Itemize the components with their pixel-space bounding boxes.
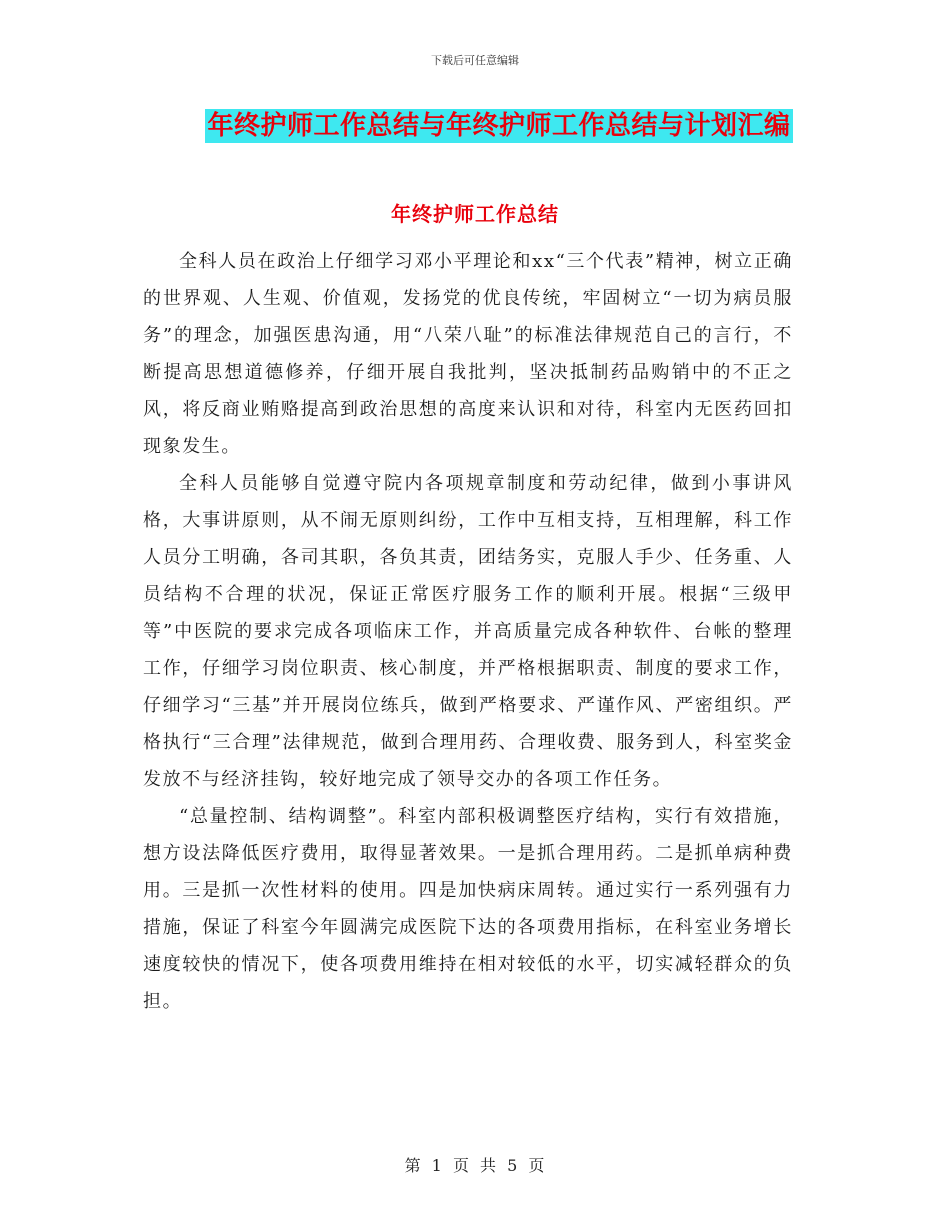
page-number: 第 1 页 共 5 页 xyxy=(404,1156,546,1175)
document-body xyxy=(143,243,793,1020)
main-title-container xyxy=(0,109,950,143)
section-title: 年终护师工作总结 xyxy=(391,202,559,226)
body-paragraph: “总量控制、结构调整”。科室内部积极调整医疗结构，实行有效措施，想方设法降低医疗费用，取得显著效果。一是抓合理用药。二是抓单病种费用。三是抓一次性材料的使用。四是加快病床周转。通过实行一系列强有力措施，保证了科室今年圆满完成医院下达的各项费用指标，在科室业务增长速度较快的情况下，使各项费用维持在相对较低的水平，切实减轻群众的负担。 xyxy=(143,806,793,1012)
body-paragraph: 全科人员在政治上仔细学习邓小平理论和xx“三个代表”精神，树立正确的世界观、人生观、价值观，发扬党的优良传统，牢固树立“一切为病员服务”的理念，加强医患沟通，用“八荣八耻”的标准法律规范自己的言行，不断提高思想道德修养，仔细开展自我批判，坚决抵制药品购销中的不正之风，将反商业贿赂提高到政治思想的高度来认识和对待，科室内无医药回扣现象发生。 xyxy=(143,251,793,457)
header-note: 下载后可任意编辑 xyxy=(431,54,519,67)
body-paragraph: 全科人员能够自觉遵守院内各项规章制度和劳动纪律，做到小事讲风格，大事讲原则，从不闹无原则纠纷，工作中互相支持，互相理解，科工作人员分工明确，各司其职，各负其责，团结务实，克服人手少、任务重、人员结构不合理的状况，保证正常医疗服务工作的顺利开展。根据“三级甲等”中医院的要求完成各项临床工作，并高质量完成各种软件、台帐的整理工作，仔细学习岗位职责、核心制度，并严格根据职责、制度的要求工作，仔细学习“三基”并开展岗位练兵，做到严格要求、严谨作风、严密组织。严格执行“三合理”法律规范，做到合理用药、合理收费、服务到人，科室奖金发放不与经济挂钩，较好地完成了领导交办的各项工作任务。 xyxy=(143,473,793,790)
document-title: 年终护师工作总结与年终护师工作总结与计划汇编 xyxy=(207,111,791,141)
